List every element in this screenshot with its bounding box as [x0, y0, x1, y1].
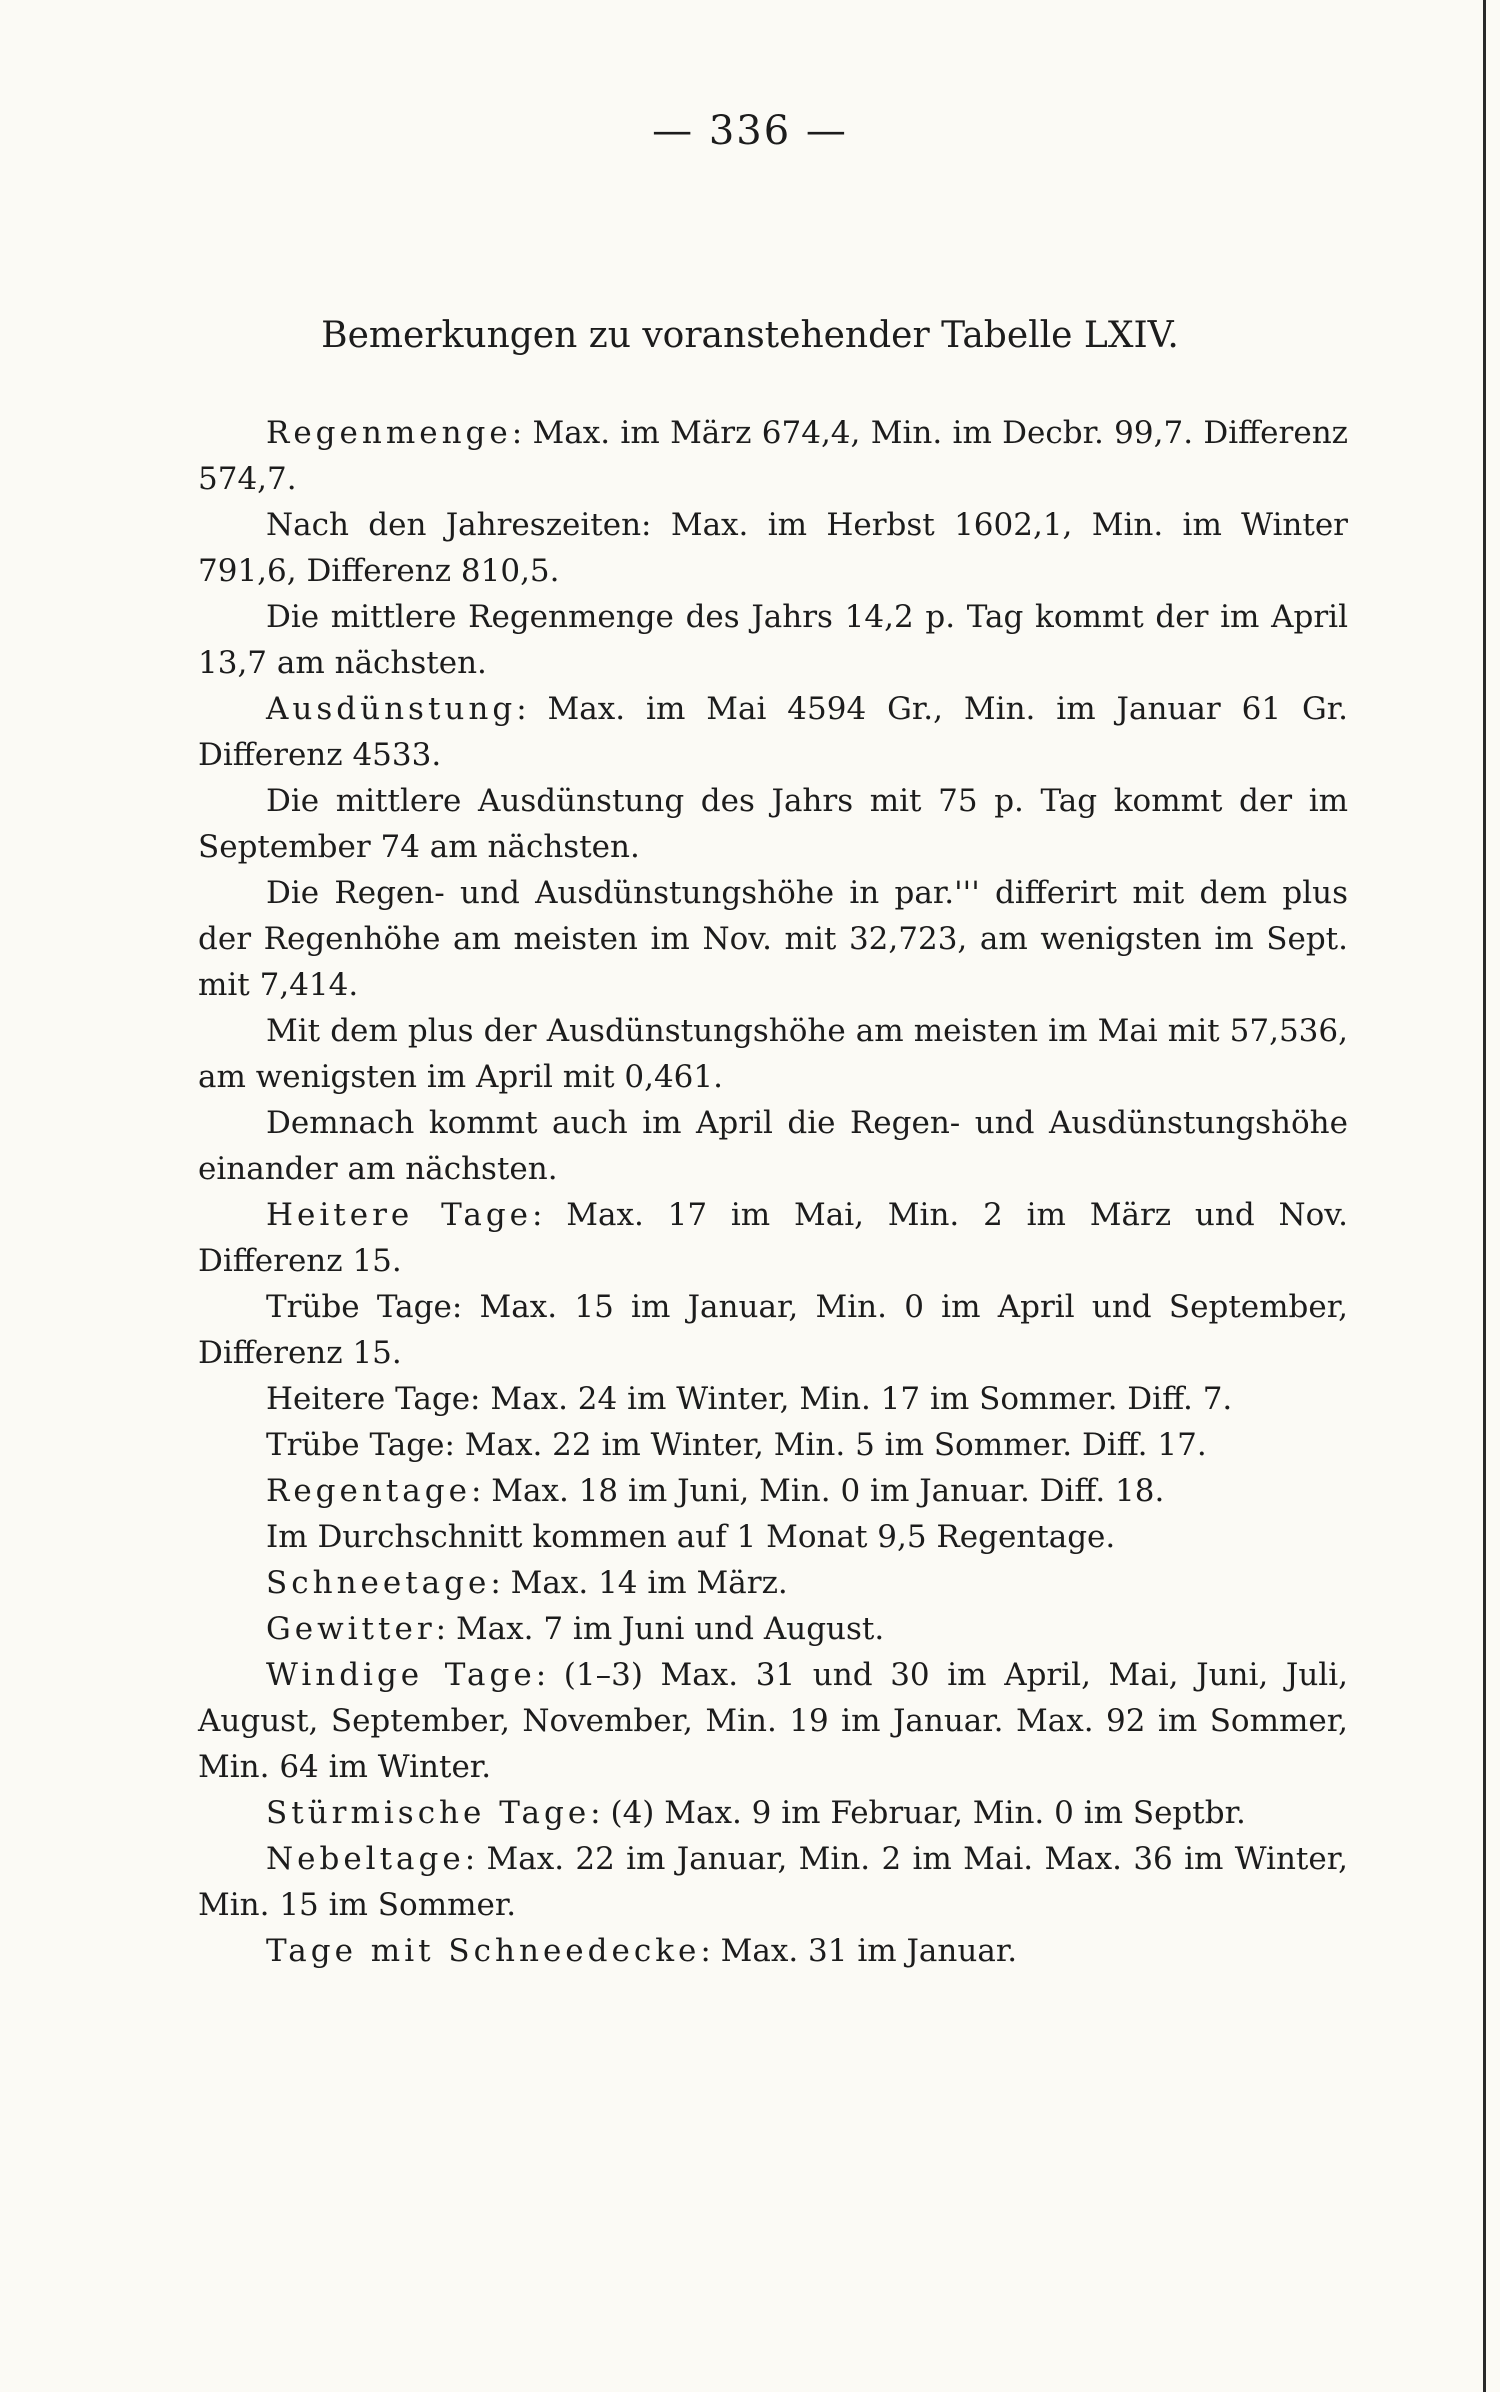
paragraph-text: Trübe Tage: Max. 22 im Winter, Min. 5 im Sommer. Diff. 17. — [266, 1427, 1207, 1463]
paragraph-text: : (4) Max. 9 im Februar, Min. 0 im Septbr. — [590, 1795, 1246, 1831]
term-stuermische-tage: Stürmische Tage — [266, 1795, 591, 1831]
term-ausduenstung: Ausdünstung — [266, 691, 517, 727]
paragraph-text: : (1–3) Max. 31 und 30 im April, Mai, Juni, Juli, August, September, November, Min. 19 im Januar. Max. 92 im Sommer, Min. 64 im Winter. — [198, 1657, 1348, 1785]
paragraph-text: : Max. 17 im Mai, Min. 2 im März und Nov. Differenz 15. — [198, 1197, 1348, 1279]
paragraph-plus-ausduenstungshoehe — [198, 1008, 1348, 1100]
paragraph-text: Trübe Tage: Max. 15 im Januar, Min. 0 im April und September, Differenz 15. — [198, 1289, 1348, 1371]
paragraph-text: Nach den Jahreszeiten: Max. im Herbst 1602,1, Min. im Winter 791,6, Differenz 810,5. — [198, 507, 1348, 589]
term-heitere-tage: Heitere Tage — [266, 1197, 533, 1233]
paragraph-truebe-tage — [198, 1284, 1348, 1376]
paragraph-text: Heitere Tage: Max. 24 im Winter, Min. 17 im Sommer. Diff. 7. — [266, 1381, 1233, 1417]
paragraph-text: Die Regen- und Ausdünstungshöhe in par.''' differirt mit dem plus der Regenhöhe am meisten im Nov. mit 32,723, am wenigsten im Sept. mit 7,414. — [198, 875, 1348, 1003]
paragraph-regen-ausduenstungshoehe — [198, 870, 1348, 1008]
paragraph-demnach — [198, 1100, 1348, 1192]
paragraph-ausduenstung — [198, 686, 1348, 778]
paragraph-text: Die mittlere Regenmenge des Jahrs 14,2 p. Tag kommt der im April 13,7 am nächsten. — [198, 599, 1348, 681]
page-title: Bemerkungen zu voranstehender Tabelle LXIV. — [321, 315, 1179, 356]
paragraph-text: : Max. im März 674,4, Min. im Decbr. 99,7. Differenz 574,7. — [198, 415, 1348, 497]
paragraph-mittlere-regenmenge — [198, 594, 1348, 686]
paragraph-stuermische-tage — [198, 1790, 1348, 1836]
paragraph-text: : Max. 14 im März. — [490, 1565, 788, 1601]
paragraph-text: : Max. 22 im Januar, Min. 2 im Mai. Max. 36 im Winter, Min. 15 im Sommer. — [198, 1841, 1348, 1923]
paragraph-mittlere-ausduenstung — [198, 778, 1348, 870]
paragraph-schneetage — [198, 1560, 1348, 1606]
paragraph-windige-tage — [198, 1652, 1348, 1790]
paragraph-heitere-tage-jahreszeit — [198, 1376, 1348, 1422]
paragraph-durchschnitt — [198, 1514, 1348, 1560]
term-regentage: Regentage — [266, 1473, 471, 1509]
paragraph-truebe-tage-jahreszeit — [198, 1422, 1348, 1468]
document-body — [198, 410, 1348, 1974]
paragraph-gewitter — [198, 1606, 1348, 1652]
paragraph-jahreszeiten — [198, 502, 1348, 594]
term-nebeltage: Nebeltage — [266, 1841, 465, 1877]
paragraph-text: : Max. 18 im Juni, Min. 0 im Januar. Diff. 18. — [470, 1473, 1165, 1509]
paragraph-text: : Max. im Mai 4594 Gr., Min. im Januar 61 Gr. Differenz 4533. — [198, 691, 1348, 773]
page-number: — 336 — — [652, 108, 848, 154]
term-schneedecke: Tage mit Schneedecke — [266, 1933, 701, 1969]
paragraph-nebeltage — [198, 1836, 1348, 1928]
paragraph-text: Demnach kommt auch im April die Regen- und Ausdünstungshöhe einander am nächsten. — [198, 1105, 1348, 1187]
paragraph-text: Im Durchschnitt kommen auf 1 Monat 9,5 Regentage. — [266, 1519, 1116, 1555]
term-schneetage: Schneetage — [266, 1565, 491, 1601]
paragraph-regenmenge — [198, 410, 1348, 502]
term-gewitter: Gewitter — [266, 1611, 436, 1647]
paragraph-regentage — [198, 1468, 1348, 1514]
paragraph-heitere-tage — [198, 1192, 1348, 1284]
paragraph-text: : Max. 7 im Juni und August. — [435, 1611, 885, 1647]
paragraph-text: Die mittlere Ausdünstung des Jahrs mit 75 p. Tag kommt der im September 74 am nächsten. — [198, 783, 1348, 865]
term-regenmenge: Regenmenge — [266, 415, 512, 451]
page-edge — [1483, 0, 1486, 2392]
term-windige-tage: Windige Tage — [266, 1657, 536, 1693]
paragraph-text: Mit dem plus der Ausdünstungshöhe am meisten im Mai mit 57,536, am wenigsten im April mit 0,461. — [198, 1013, 1348, 1095]
paragraph-text: : Max. 31 im Januar. — [700, 1933, 1018, 1969]
paragraph-schneedecke — [198, 1928, 1348, 1974]
